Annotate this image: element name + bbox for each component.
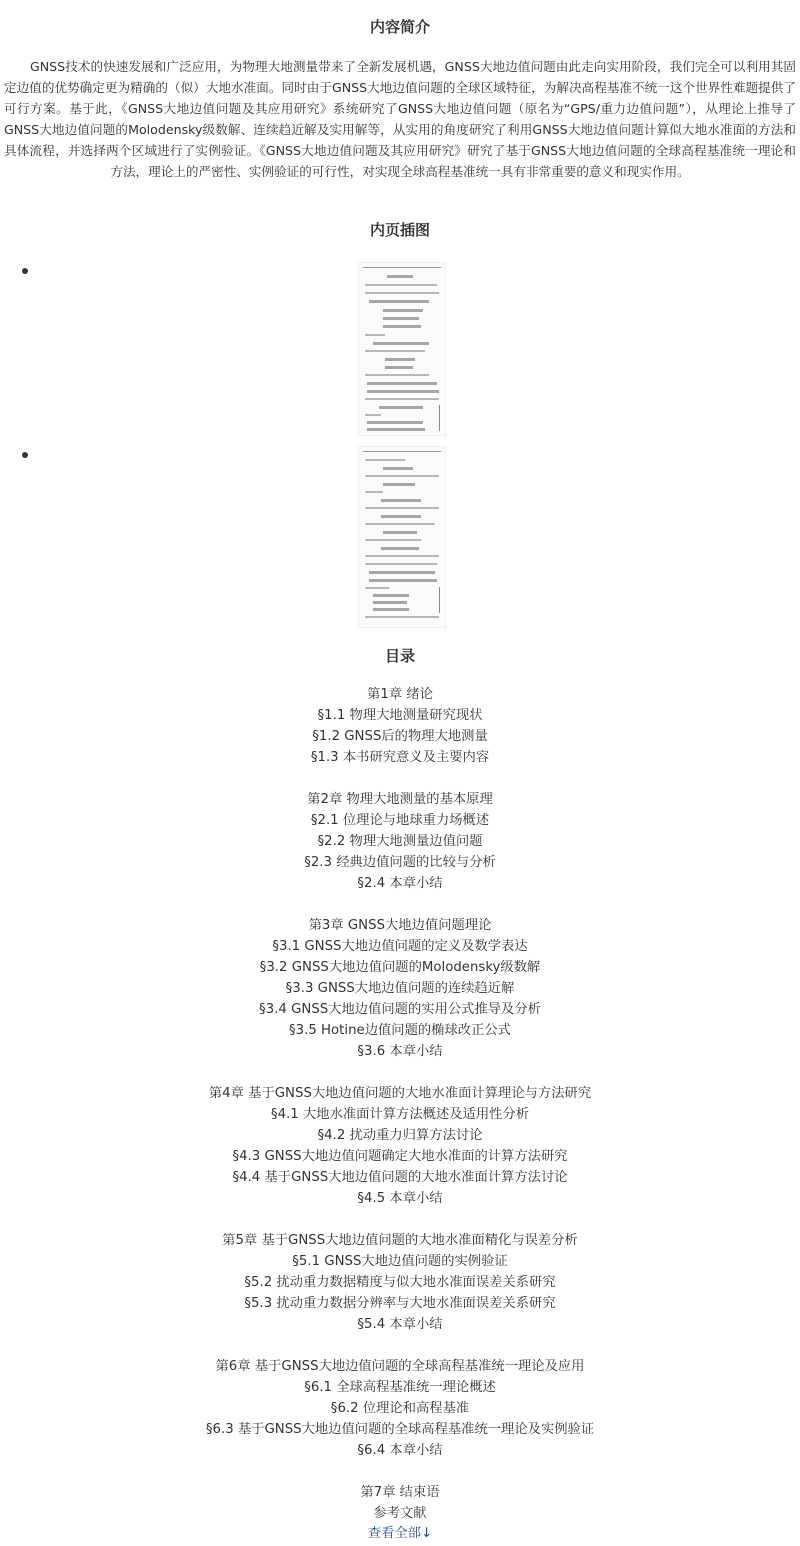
toc-entry: §2.3 经典边值问题的比较与分析 [304, 855, 496, 870]
toc-entry: §4.2 扰动重力归算方法讨论 [317, 1128, 483, 1143]
toc-entry: §4.3 GNSS大地边值问题确定大地水准面的计算方法研究 [232, 1149, 568, 1164]
toc-entry: §4.5 本章小结 [357, 1191, 443, 1206]
toc-entry: §5.2 扰动重力数据精度与似大地水准面误差关系研究 [244, 1275, 556, 1290]
toc-entry: §3.6 本章小结 [357, 1044, 443, 1059]
toc-spacer [0, 1461, 800, 1482]
toc-entry: §3.1 GNSS大地边值问题的定义及数学表达 [272, 939, 528, 954]
toc-entry: §1.2 GNSS后的物理大地测量 [312, 729, 488, 744]
toc-entry: 第5章 基于GNSS大地边值问题的大地水准面精化与误差分析 [222, 1233, 578, 1248]
toc-entry: §4.4 基于GNSS大地边值问题的大地水准面计算方法讨论 [232, 1170, 568, 1185]
toc-spacer [0, 768, 800, 789]
intro-title: 内容简介 [369, 18, 430, 36]
toc-entry: 第1章 绪论 [367, 687, 433, 702]
page-scan-image [358, 446, 446, 628]
toc-entry: §3.3 GNSS大地边值问题的连续趋近解 [285, 981, 515, 996]
toc-entry: 第4章 基于GNSS大地边值问题的大地水准面计算理论与方法研究 [208, 1086, 592, 1101]
toc-entry: §5.4 本章小结 [357, 1317, 443, 1332]
toc-entry: §6.4 本章小结 [357, 1443, 443, 1458]
page-scan-image [358, 262, 446, 436]
toc-spacer [0, 1209, 800, 1230]
illustrations-title: 内页插图 [369, 221, 430, 239]
toc-entry: 第2章 物理大地测量的基本原理 [307, 792, 493, 807]
toc-entry: §6.1 全球高程基准统一理论概述 [304, 1380, 496, 1395]
toc-entry: §6.2 位理论和高程基准 [330, 1401, 470, 1416]
toc-entry: §3.5 Hotine边值问题的椭球改正公式 [289, 1023, 511, 1038]
toc-entry: §3.4 GNSS大地边值问题的实用公式推导及分析 [259, 1002, 541, 1017]
toc-title: 目录 [384, 647, 415, 665]
toc-entry: §2.2 物理大地测量边值问题 [317, 834, 483, 849]
toc-entry: §2.4 本章小结 [357, 876, 443, 891]
intro-paragraph: GNSS技术的快速发展和广泛应用，为物理大地测量带来了全新发展机遇，GNSS大地边值问题由此走向实用阶段，我们完全可以利用其固定边值的优势确定更为精确的（似）大地水准面。同时由于GNSS大地边值问题的全球区域特征，为解决高程基准不统一这个世界性难题提供了可行方案。基于此，《GNSS大地边值问题及其应用研究》系统研究了GNSS大地边值问题（原名为“GPS/重力边值问题”），从理论上推导了GNSS大地边值问题的Molodensky级数解、连续趋近解及实用解等，从实用的角度研究了利用GNSS大地边值问题计算似大地水准面的方法和具体流程，并选择两个区域进行了实例验证。《GNSS大地边值问题及其应用研究》研究了基于GNSS大地边值问题的全球高程基准统一理论和方法，理论上的严密性、实例验证的可行性，对实现全球高程基准统一具有非常重要的意义和现实作用。 [4, 59, 796, 179]
toc-entry: §1.3 本书研究意义及主要内容 [310, 750, 490, 765]
toc-spacer [0, 1062, 800, 1083]
toc-spacer [0, 894, 800, 915]
bullet-icon [22, 452, 28, 458]
toc-entry: §3.2 GNSS大地边值问题的Molodensky级数解 [259, 960, 541, 975]
toc-list [0, 684, 800, 1524]
bullet-icon [22, 268, 28, 274]
toc-spacer [0, 1335, 800, 1356]
toc-entry: 第3章 GNSS大地边值问题理论 [308, 918, 492, 933]
toc-entry: §6.3 基于GNSS大地边值问题的全球高程基准统一理论及实例验证 [205, 1422, 595, 1437]
toc-entry: §5.1 GNSS大地边值问题的实例验证 [292, 1254, 508, 1269]
toc-entry: §2.1 位理论与地球重力场概述 [310, 813, 490, 828]
toc-entry: 第7章 结束语 [360, 1485, 440, 1500]
toc-entry: §5.3 扰动重力数据分辨率与大地水准面误差关系研究 [244, 1296, 556, 1311]
toc-entry: §4.1 大地水准面计算方法概述及适用性分析 [270, 1107, 530, 1122]
view-all-link[interactable]: 查看全部↓ [367, 1526, 433, 1541]
toc-entry: 第6章 基于GNSS大地边值问题的全球高程基准统一理论及应用 [215, 1359, 585, 1374]
toc-entry: §1.1 物理大地测量研究现状 [317, 708, 483, 723]
toc-entry: 参考文献 [373, 1506, 427, 1521]
